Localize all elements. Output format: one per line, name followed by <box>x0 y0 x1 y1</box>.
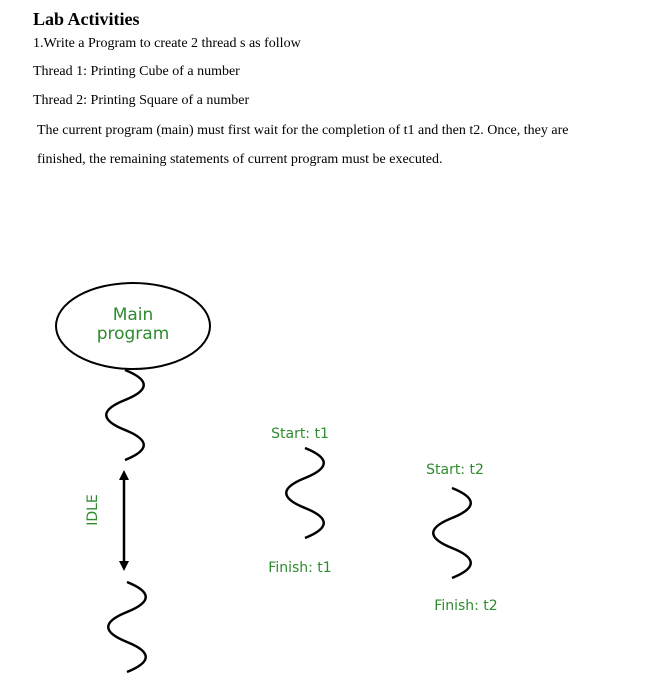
requirement-line-1: The current program (main) must first wait for the completion of t1 and then t2. Once, they are <box>37 123 569 138</box>
idle-label: IDLE <box>85 494 101 526</box>
t1-finish-label: Finish: t1 <box>268 560 332 576</box>
task-statement: 1.Write a Program to create 2 thread s as follow <box>33 36 301 51</box>
t2-start-label: Start: t2 <box>426 462 484 478</box>
thread2-description: Thread 2: Printing Square of a number <box>33 93 250 108</box>
t1-thread-wave <box>286 448 324 538</box>
main-thread-wave-top <box>106 370 144 460</box>
main-program-label-line2: program <box>96 324 170 344</box>
t1-start-label: Start: t1 <box>271 426 329 442</box>
main-program-label-line1: Main <box>112 305 154 325</box>
t2-thread-wave <box>433 488 471 578</box>
requirement-line-2: finished, the remaining statements of current program must be executed. <box>37 152 443 167</box>
t2-finish-label: Finish: t2 <box>434 598 498 614</box>
page-heading: Lab Activities <box>33 9 140 29</box>
thread1-description: Thread 1: Printing Cube of a number <box>33 64 240 79</box>
main-thread-wave-bottom <box>108 582 146 672</box>
